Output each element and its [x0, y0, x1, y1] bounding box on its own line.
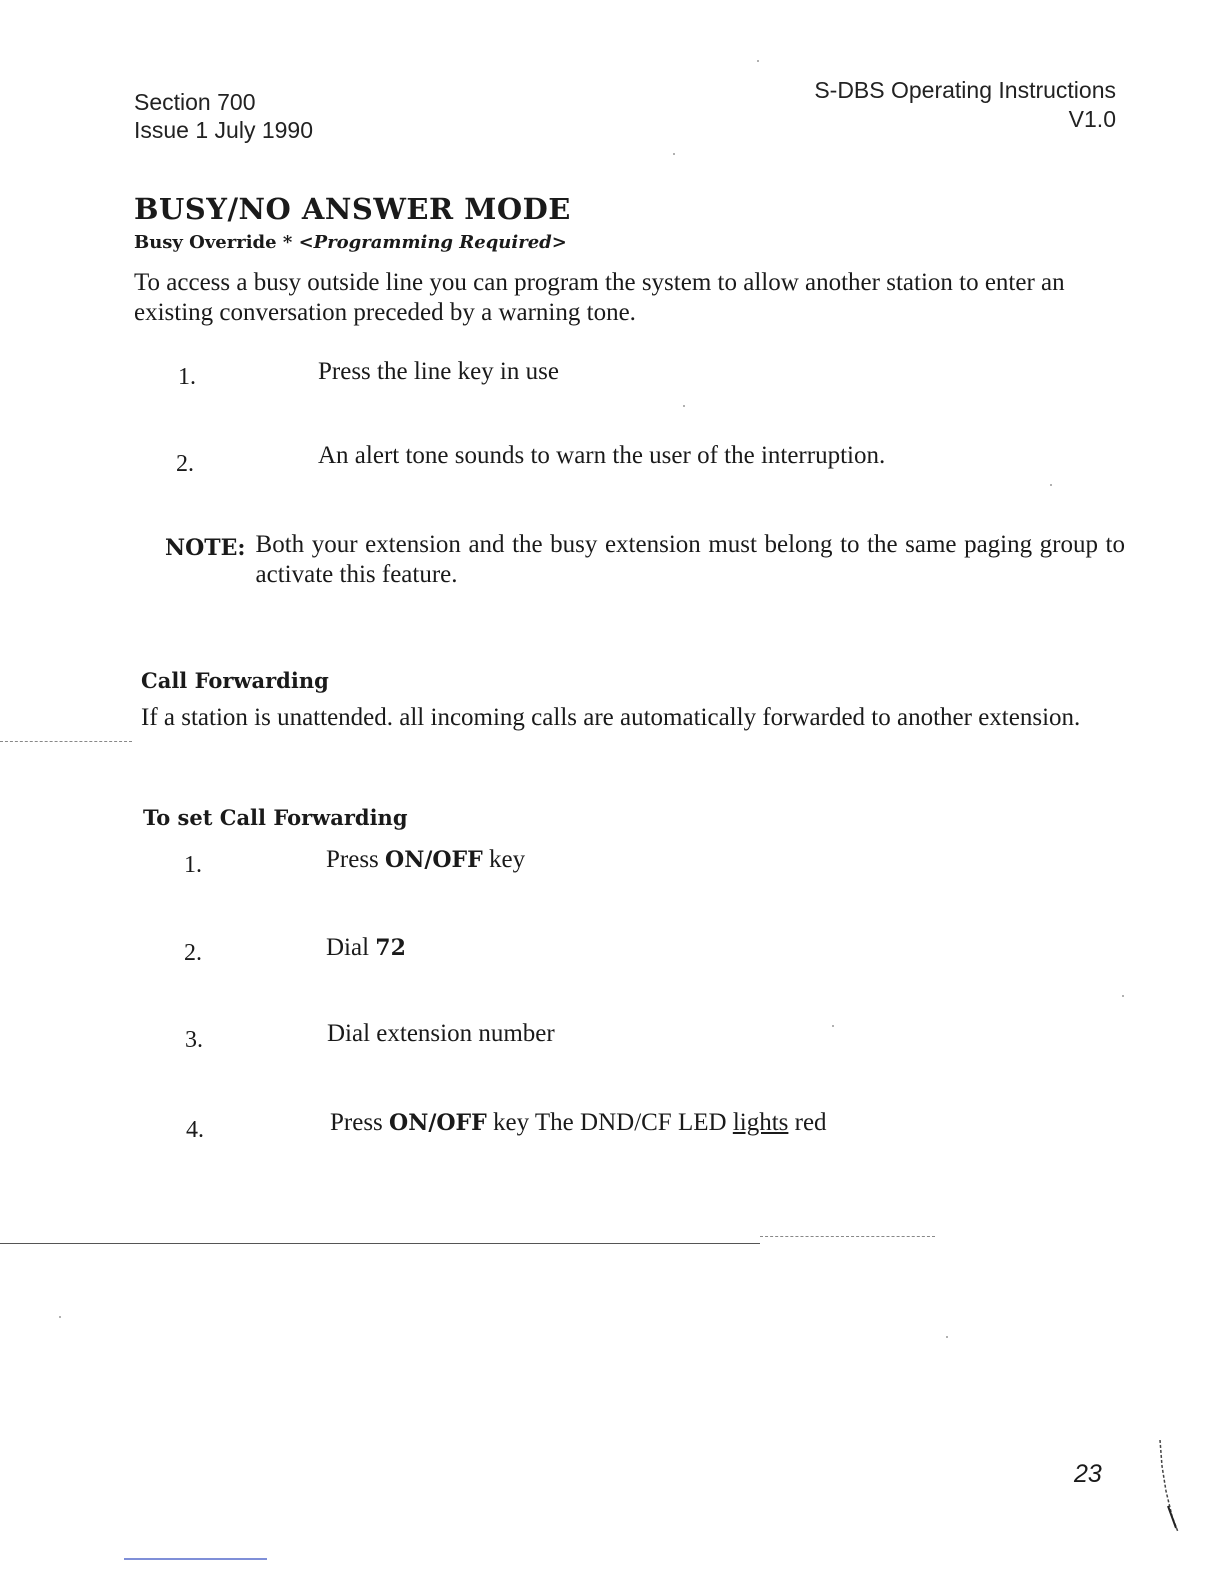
cf-step-post: key The DND/CF LED — [486, 1109, 733, 1136]
cf-step-text — [326, 846, 525, 874]
scan-speck — [683, 405, 685, 407]
cf-step-pre: Press — [330, 1109, 390, 1136]
version-label: V1.0 — [1068, 106, 1116, 132]
scan-speck — [757, 60, 759, 62]
section-label: Section 700 — [134, 89, 256, 115]
cf-step-text: Dial extension number — [327, 1020, 555, 1047]
cf-step-tail: red — [788, 1109, 827, 1136]
cf-step-key: ON/OFF — [385, 847, 483, 873]
bottom-edge-mark — [124, 1558, 267, 1560]
cf-step-key: 72 — [375, 935, 406, 961]
note-label: NOTE: — [165, 535, 246, 561]
page-title: BUSY/NO ANSWER MODE — [134, 192, 571, 226]
scan-speck — [673, 153, 675, 155]
page-number: 23 — [1074, 1460, 1102, 1488]
subtitle-programming-required: <Programming Required> — [298, 232, 567, 253]
cf-step-number: 4. — [186, 1117, 204, 1143]
scan-edge-mark — [1150, 1436, 1190, 1536]
scan-speck — [946, 1336, 948, 1338]
subtitle — [134, 232, 567, 253]
scan-speck — [1050, 484, 1052, 486]
horizontal-rule — [0, 1243, 760, 1244]
cf-step-key: ON/OFF — [389, 1110, 487, 1136]
note-block — [165, 530, 1125, 590]
busy-step-text: Press the line key in use — [318, 358, 559, 385]
note-text: Both your extension and the busy extension must belong to the same paging group to activate this feature. — [255, 531, 1125, 588]
cf-step-text — [326, 934, 406, 962]
cf-step-post: key — [482, 846, 526, 873]
set-call-forwarding-heading: To set Call Forwarding — [143, 805, 408, 830]
busy-step-text: An alert tone sounds to warn the user of the interruption. — [318, 442, 886, 469]
document-title: S-DBS Operating Instructions — [814, 77, 1116, 103]
scan-speck — [59, 1316, 61, 1318]
cf-step-number: 3. — [185, 1027, 203, 1053]
horizontal-rule-dashed — [760, 1236, 935, 1237]
cf-step-pre: Press — [326, 846, 386, 873]
cf-step-pre: Dial — [326, 934, 376, 961]
call-forwarding-description: If a station is unattended. all incoming calls are automatically forwarded to another extension. — [141, 704, 1081, 731]
busy-step-number: 1. — [178, 364, 196, 390]
cf-step-number: 2. — [184, 940, 202, 966]
subtitle-asterisk: * — [282, 232, 293, 253]
scan-speck — [832, 1025, 834, 1027]
busy-override-intro: To access a busy outside line you can program the system to allow another station to enter an existing conversation preceded by a warning tone. — [134, 269, 1065, 326]
cf-step-underlined: lights — [732, 1109, 789, 1136]
subtitle-busy-override: Busy Override — [134, 232, 277, 253]
scan-speck — [1122, 995, 1124, 997]
busy-step-number: 2. — [176, 451, 194, 477]
call-forwarding-heading: Call Forwarding — [141, 668, 329, 693]
scan-mark — [0, 741, 132, 742]
cf-step-text — [330, 1109, 827, 1137]
cf-step-number: 1. — [184, 852, 202, 878]
issue-date: Issue 1 July 1990 — [134, 117, 314, 143]
